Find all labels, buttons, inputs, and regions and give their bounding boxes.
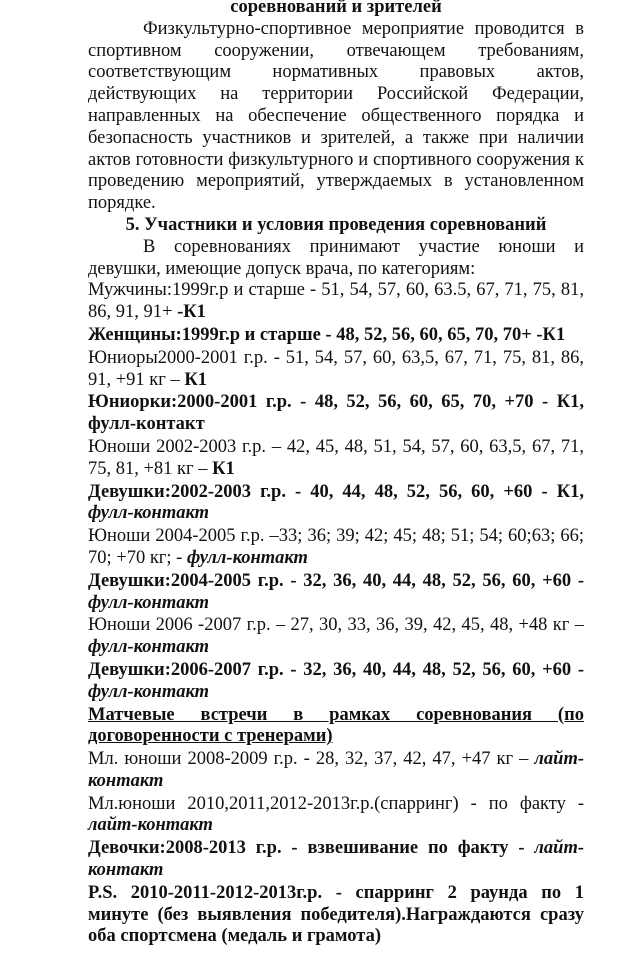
category-tag: фулл-контакт <box>88 681 209 702</box>
category-tag: лайт-контакт <box>88 749 584 791</box>
category-text: Девушки:2002-2003 г.р. - 40, 44, 48, 52, 56, 60, +60 - К1, <box>88 481 584 502</box>
category-girls-2002-2003 <box>88 482 584 526</box>
ps-note: P.S. 2010-2011-2012-2013г.р. - спарринг 2 раунда по 1 минуте (без выявления победителя).Награждаются сразу оба спортсмена (медаль и грамота) <box>88 882 584 947</box>
category-tag: К1 <box>212 458 235 479</box>
category-girls-2008-2013 <box>88 838 584 882</box>
category-girls-2004-2005 <box>88 571 584 615</box>
category-tag: фулл-контакт <box>88 592 209 613</box>
category-text: Юноши 2006 -2007 г.р. – 27, 30, 33, 36, 39, 42, 45, 48, +48 кг – <box>88 615 584 636</box>
category-text: Мужчины:1999г.р и старше - 51, 54, 57, 60, 63.5, 67, 71, 75, 81, 86, 91, 91+ <box>88 280 584 323</box>
category-men <box>88 280 584 324</box>
category-youth-2006-2007 <box>88 615 584 659</box>
category-juniors-female: Юниорки:2000-2001 г.р. - 48, 52, 56, 60, 65, 70, +70 - К1, фулл-контакт <box>88 392 584 435</box>
category-youth-2004-2005 <box>88 526 584 570</box>
safety-paragraph: Физкультурно-спортивное мероприятие проводится в спортивном сооружении, отвечающем требованиям, соответствующим нормативных правовых актов, действующих на территории Российской Федерации, направленных на обеспечение общественного порядка и безопасность участников и зрителей, а также при наличии актов готовности физкультурного и спортивного сооружения к проведению мероприятий, утверждаемых в установленном порядке. <box>88 18 584 214</box>
category-tag: лайт-контакт <box>88 815 213 836</box>
category-tag: лайт-контакт <box>88 838 584 881</box>
category-youth-2002-2003 <box>88 437 584 481</box>
category-tag: фулл-контакт <box>186 547 308 568</box>
category-text: Юноши 2002-2003 г.р. – 42, 45, 48, 51, 54, 57, 60, 63,5, 67, 71, 75, 81, +81 кг – <box>88 436 584 479</box>
category-text: Юноши 2004-2005 г.р. –33; 36; 39; 42; 45; 48; 51; 54; 60;63; 66; 70; +70 кг; - <box>88 526 584 568</box>
category-text: Мл.юноши 2010,2011,2012-2013г.р.(спарринг) - по факту - <box>88 793 584 814</box>
category-tag: фулл-контакт <box>88 503 209 524</box>
category-text: Мл. юноши 2008-2009 г.р. - 28, 32, 37, 42, 47, +47 кг – <box>88 749 535 770</box>
category-women: Женщины:1999г.р и старше - 48, 52, 56, 60, 65, 70, 70+ -К1 <box>88 324 566 345</box>
matches-heading: Матчевые встречи в рамках соревнования (по договоренности с тренерами) <box>88 704 584 747</box>
category-text: Юниоры2000-2001 г.р. - 51, 54, 57, 60, 63,5, 67, 71, 75, 81, 86, 91, +91 кг – <box>88 347 584 390</box>
category-tag: -К1 <box>177 302 206 323</box>
category-juniors-male <box>88 348 584 392</box>
section-heading-safety: соревнований и зрителей <box>230 0 442 17</box>
category-tag: фулл-контакт <box>88 637 209 658</box>
category-text: Девочки:2008-2013 г.р. - взвешивание по факту - <box>88 838 535 859</box>
category-text: Девушки:2004-2005 г.р. - 32, 36, 40, 44, 48, 52, 56, 60, +60 - <box>88 570 584 591</box>
section-5-heading: 5. Участники и условия проведения соревнований <box>125 214 547 235</box>
category-tag: К1 <box>184 369 208 390</box>
participants-intro: В соревнованиях принимают участие юноши и девушки, имеющие допуск врача, по категориям: <box>88 236 584 279</box>
category-text: Девушки:2006-2007 г.р. - 32, 36, 40, 44, 48, 52, 56, 60, +60 - <box>88 659 584 680</box>
category-junior-boys-2010-2013 <box>88 794 584 838</box>
category-junior-boys-2008-2009 <box>88 749 584 793</box>
category-girls-2006-2007 <box>88 660 584 704</box>
